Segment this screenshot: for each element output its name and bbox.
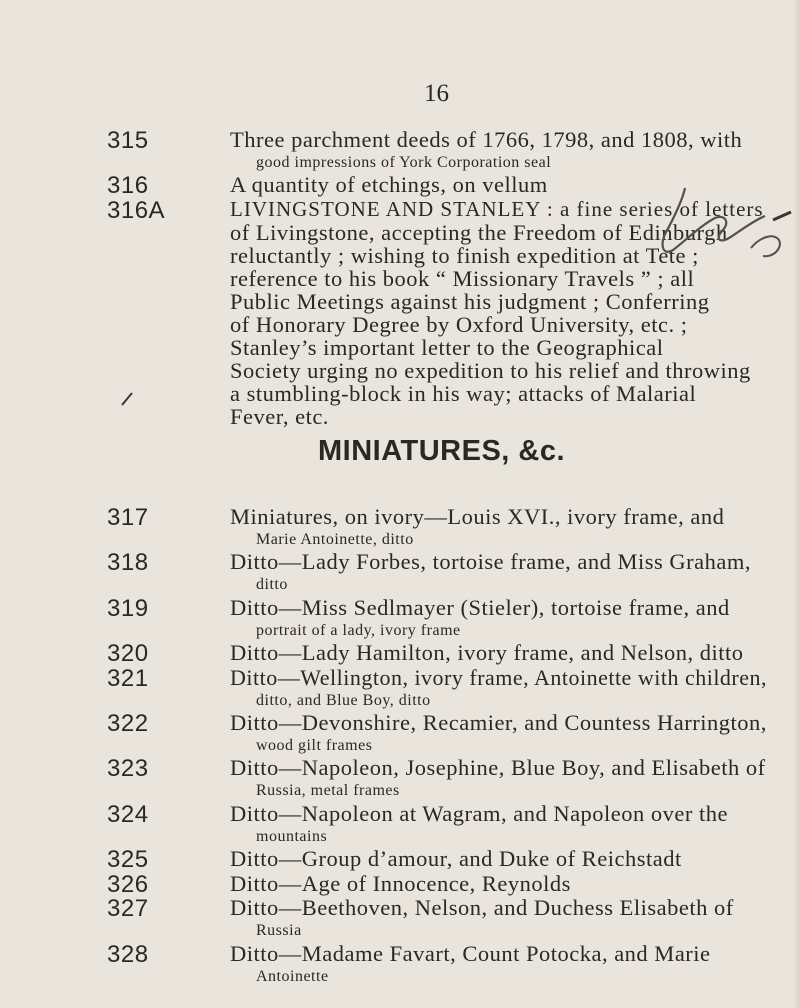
lot-description: [230, 666, 770, 712]
lot-number: 319: [107, 595, 149, 622]
lot-description: [230, 896, 770, 942]
lot-line: Ditto—Beethoven, Nelson, and Duchess Elisabeth of: [230, 895, 734, 920]
lot-description: [230, 942, 770, 988]
lot-number: 316: [107, 172, 149, 199]
lot-line: reluctantly ; wishing to finish expedition at Tete ;: [230, 243, 699, 268]
lot-line: mountains: [256, 828, 328, 845]
lot-line: wood gilt frames: [256, 737, 373, 754]
section-heading: MINIATURES, &c.: [318, 435, 566, 467]
lot-line: ditto: [256, 576, 288, 593]
lot-number: 326: [107, 871, 149, 898]
lot-description: [230, 802, 770, 848]
lot-line: Ditto—Lady Forbes, tortoise frame, and Miss Graham,: [230, 549, 752, 574]
lot-line: Ditto—Lady Hamilton, ivory frame, and Nelson, ditto: [230, 640, 744, 665]
lot-line: Ditto—Devonshire, Recamier, and Countess Harrington,: [230, 710, 767, 735]
lot-number: 315: [107, 127, 149, 154]
lot-description: [230, 505, 770, 551]
lot-number: 317: [107, 504, 149, 531]
lot-description: [230, 596, 770, 642]
lot-number: 323: [107, 755, 149, 782]
lot-line: Fever, etc.: [230, 404, 329, 429]
lot-description: [230, 756, 770, 802]
lot-line: ditto, and Blue Boy, ditto: [256, 692, 431, 709]
lot-number: 318: [107, 549, 149, 576]
lot-number: 325: [107, 846, 149, 873]
lot-line: a stumbling-block in his way; attacks of Malarial: [230, 381, 697, 406]
lot-line: Ditto—Madame Favart, Count Potocka, and Marie: [230, 941, 711, 966]
lot-line: A quantity of etchings, on vellum: [230, 172, 548, 197]
lot-description: [230, 550, 770, 596]
lot-line: good impressions of York Corporation seal: [256, 154, 552, 171]
lot-number: 328: [107, 941, 149, 968]
lot-line: Ditto—Wellington, ivory frame, Antoinette with children,: [230, 665, 768, 690]
lot-line: Ditto—Napoleon, Josephine, Blue Boy, and Elisabeth of: [230, 755, 766, 780]
lot-line: Society urging no expedition to his relief and throwing: [230, 358, 751, 383]
lot-description: [230, 872, 770, 895]
page-edge-shadow: [794, 0, 800, 1008]
lot-description: [230, 711, 770, 757]
lot-line: Russia: [256, 922, 302, 939]
pencil-tick-mark: [120, 392, 134, 406]
lot-number: 320: [107, 640, 149, 667]
lot-line: Three parchment deeds of 1766, 1798, and 1808, with: [230, 127, 743, 152]
lot-line: portrait of a lady, ivory frame: [256, 622, 461, 639]
lot-number: 327: [107, 895, 149, 922]
lot-line: Antoinette: [256, 968, 329, 985]
pencil-annotation-mark: [655, 186, 800, 286]
lot-number: 324: [107, 801, 149, 828]
lot-line: Ditto—Miss Sedlmayer (Stieler), tortoise frame, and: [230, 595, 730, 620]
lot-line: Marie Antoinette, ditto: [256, 531, 414, 548]
lot-description: [230, 128, 770, 174]
lot-line: of Livingstone, accepting the Freedom of Edinburgh: [230, 220, 728, 245]
lot-line: Stanley’s important letter to the Geographical: [230, 335, 664, 360]
lot-description: [230, 847, 770, 870]
lot-line: Miniatures, on ivory—Louis XVI., ivory frame, and: [230, 504, 725, 529]
lot-line: LIVINGSTONE AND STANLEY : a fine series of letters: [230, 197, 764, 221]
lot-line: Ditto—Napoleon at Wagram, and Napoleon over the: [230, 801, 729, 826]
lot-line: Russia, metal frames: [256, 782, 400, 799]
lot-number: 322: [107, 710, 149, 737]
lot-line: Public Meetings against his judgment ; Conferring: [230, 289, 710, 314]
lot-description: [230, 641, 770, 664]
lot-line: Ditto—Group d’amour, and Duke of Reichstadt: [230, 846, 682, 871]
page-number: 16: [424, 80, 449, 107]
lot-line: of Honorary Degree by Oxford University, etc. ;: [230, 312, 688, 337]
lot-number: 316A: [107, 197, 166, 224]
lot-line: reference to his book “ Missionary Travels ” ; all: [230, 266, 695, 291]
lot-line: Ditto—Age of Innocence, Reynolds: [230, 871, 571, 896]
lot-number: 321: [107, 665, 149, 692]
